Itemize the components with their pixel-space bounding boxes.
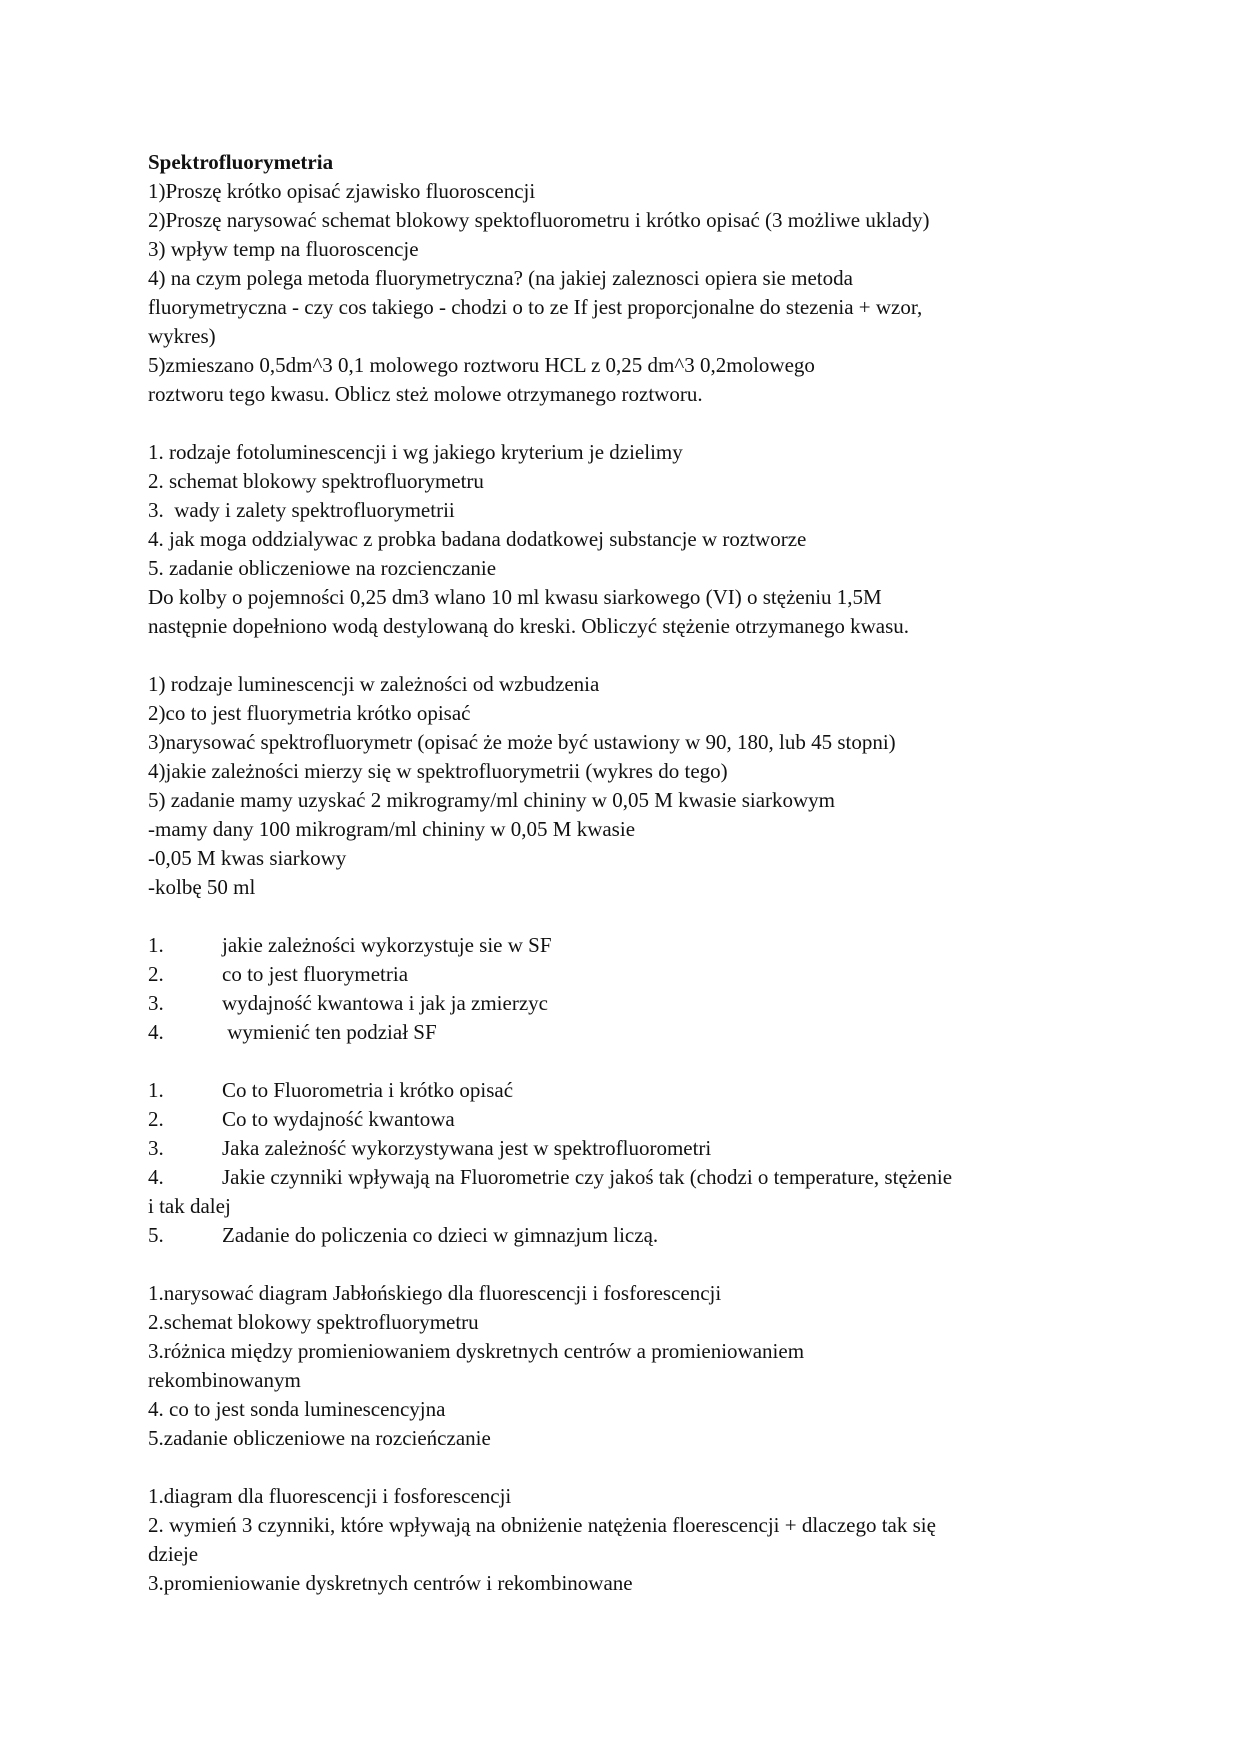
question-line: 2)Proszę narysować schemat blokowy spektofluorometru i krótko opisać (3 możliwe uklady): [148, 208, 930, 232]
item-text: Zadanie do policzenia co dzieci w gimnazjum liczą.: [222, 1223, 659, 1247]
numbered-item: [148, 1163, 1098, 1192]
question-set-7: [148, 1482, 1098, 1598]
question-line: 4) na czym polega metoda fluorymetryczna? (na jakiej zaleznosci opiera sie metoda: [148, 266, 853, 290]
question-set-6: [148, 1279, 1098, 1453]
numbered-item: [148, 1134, 1098, 1163]
question-line: 3) wpływ temp na fluoroscencje: [148, 237, 419, 261]
numbered-item: [148, 989, 1098, 1018]
blank-line: [148, 1047, 1098, 1076]
question-line: 3.promieniowanie dyskretnych centrów i rekombinowane: [148, 1571, 633, 1595]
item-text: co to jest fluorymetria: [222, 962, 409, 986]
question-line: wykres): [148, 324, 216, 348]
question-line: 2)co to jest fluorymetria krótko opisać: [148, 701, 471, 725]
question-line: fluorymetryczna - czy cos takiego - chodzi o to ze If jest proporcjonalne do stezenia + wzor,: [148, 295, 923, 319]
item-number: 4.: [148, 1020, 164, 1044]
question-line: -kolbę 50 ml: [148, 875, 256, 899]
item-number: 2.: [148, 962, 164, 986]
item-text: Jakie czynniki wpływają na Fluorometrie czy jakoś tak (chodzi o temperature, stężenie: [222, 1165, 953, 1189]
numbered-item: [148, 1018, 1098, 1047]
blank-line: [148, 1250, 1098, 1279]
document-page: [148, 148, 1098, 1598]
question-set-5: [148, 1076, 1098, 1250]
blank-line: [148, 1453, 1098, 1482]
item-text: Co to wydajność kwantowa: [222, 1107, 455, 1131]
question-line: -0,05 M kwas siarkowy: [148, 846, 347, 870]
question-line: 3)narysować spektrofluorymetr (opisać że może być ustawiony w 90, 180, lub 45 stopni): [148, 730, 896, 754]
question-line: 2.schemat blokowy spektrofluorymetru: [148, 1310, 479, 1334]
question-set-2: [148, 438, 1098, 641]
question-line: 2. schemat blokowy spektrofluorymetru: [148, 469, 484, 493]
question-line: 5)zmieszano 0,5dm^3 0,1 molowego roztworu HCL z 0,25 dm^3 0,2molowego: [148, 353, 815, 377]
question-line: 1.diagram dla fluorescencji i fosforescencji: [148, 1484, 512, 1508]
question-line: 1. rodzaje fotoluminescencji i wg jakiego kryterium je dzielimy: [148, 440, 683, 464]
question-line: 3.różnica między promieniowaniem dyskretnych centrów a promieniowaniem: [148, 1339, 805, 1363]
question-line: 2. wymień 3 czynniki, które wpływają na obniżenie natężenia floerescencji + dlaczego tak się: [148, 1513, 936, 1537]
question-line: 4)jakie zależności mierzy się w spektrofluorymetrii (wykres do tego): [148, 759, 728, 783]
item-text: wydajność kwantowa i jak ja zmierzyc: [222, 991, 548, 1015]
question-line: 5.zadanie obliczeniowe na rozcieńczanie: [148, 1426, 491, 1450]
question-set-3: [148, 670, 1098, 902]
question-line: rekombinowanym: [148, 1368, 301, 1392]
item-text: Jaka zależność wykorzystywana jest w spektrofluorometri: [222, 1136, 712, 1160]
blank-line: [148, 902, 1098, 931]
question-line: 1) rodzaje luminescencji w zależności od wzbudzenia: [148, 672, 600, 696]
numbered-item: [148, 1105, 1098, 1134]
item-continuation: i tak dalej: [148, 1194, 231, 1218]
numbered-item: [148, 931, 1098, 960]
question-line: następnie dopełniono wodą destylowaną do kreski. Obliczyć stężenie otrzymanego kwasu.: [148, 614, 910, 638]
item-number: 5.: [148, 1223, 164, 1247]
document-title: Spektrofluorymetria: [148, 150, 334, 174]
blank-line: [148, 409, 1098, 438]
item-text: wymienić ten podział SF: [222, 1020, 437, 1044]
numbered-item: [148, 1076, 1098, 1105]
blank-line: [148, 641, 1098, 670]
item-number: 3.: [148, 1136, 164, 1160]
question-line: 3. wady i zalety spektrofluorymetrii: [148, 498, 455, 522]
item-text: jakie zależności wykorzystuje sie w SF: [222, 933, 552, 957]
question-line: 1)Proszę krótko opisać zjawisko fluoroscencji: [148, 179, 536, 203]
question-line: 1.narysować diagram Jabłońskiego dla fluorescencji i fosforescencji: [148, 1281, 722, 1305]
question-line: 5. zadanie obliczeniowe na rozcienczanie: [148, 556, 497, 580]
question-line: 4. co to jest sonda luminescencyjna: [148, 1397, 446, 1421]
item-number: 2.: [148, 1107, 164, 1131]
question-set-4: [148, 931, 1098, 1047]
item-text: Co to Fluorometria i krótko opisać: [222, 1078, 514, 1102]
question-set-1: [148, 177, 1098, 409]
numbered-item: [148, 1221, 1098, 1250]
question-line: 5) zadanie mamy uzyskać 2 mikrogramy/ml chininy w 0,05 M kwasie siarkowym: [148, 788, 836, 812]
numbered-item: [148, 960, 1098, 989]
item-number: 3.: [148, 991, 164, 1015]
item-number: 1.: [148, 1078, 164, 1102]
item-number: 4.: [148, 1165, 164, 1189]
question-line: dzieje: [148, 1542, 199, 1566]
question-line: -mamy dany 100 mikrogram/ml chininy w 0,05 M kwasie: [148, 817, 636, 841]
item-number: 1.: [148, 933, 164, 957]
question-line: roztworu tego kwasu. Oblicz steż molowe otrzymanego roztworu.: [148, 382, 703, 406]
question-line: Do kolby o pojemności 0,25 dm3 wlano 10 ml kwasu siarkowego (VI) o stężeniu 1,5M: [148, 585, 882, 609]
question-line: 4. jak moga oddzialywac z probka badana dodatkowej substancje w roztworze: [148, 527, 807, 551]
